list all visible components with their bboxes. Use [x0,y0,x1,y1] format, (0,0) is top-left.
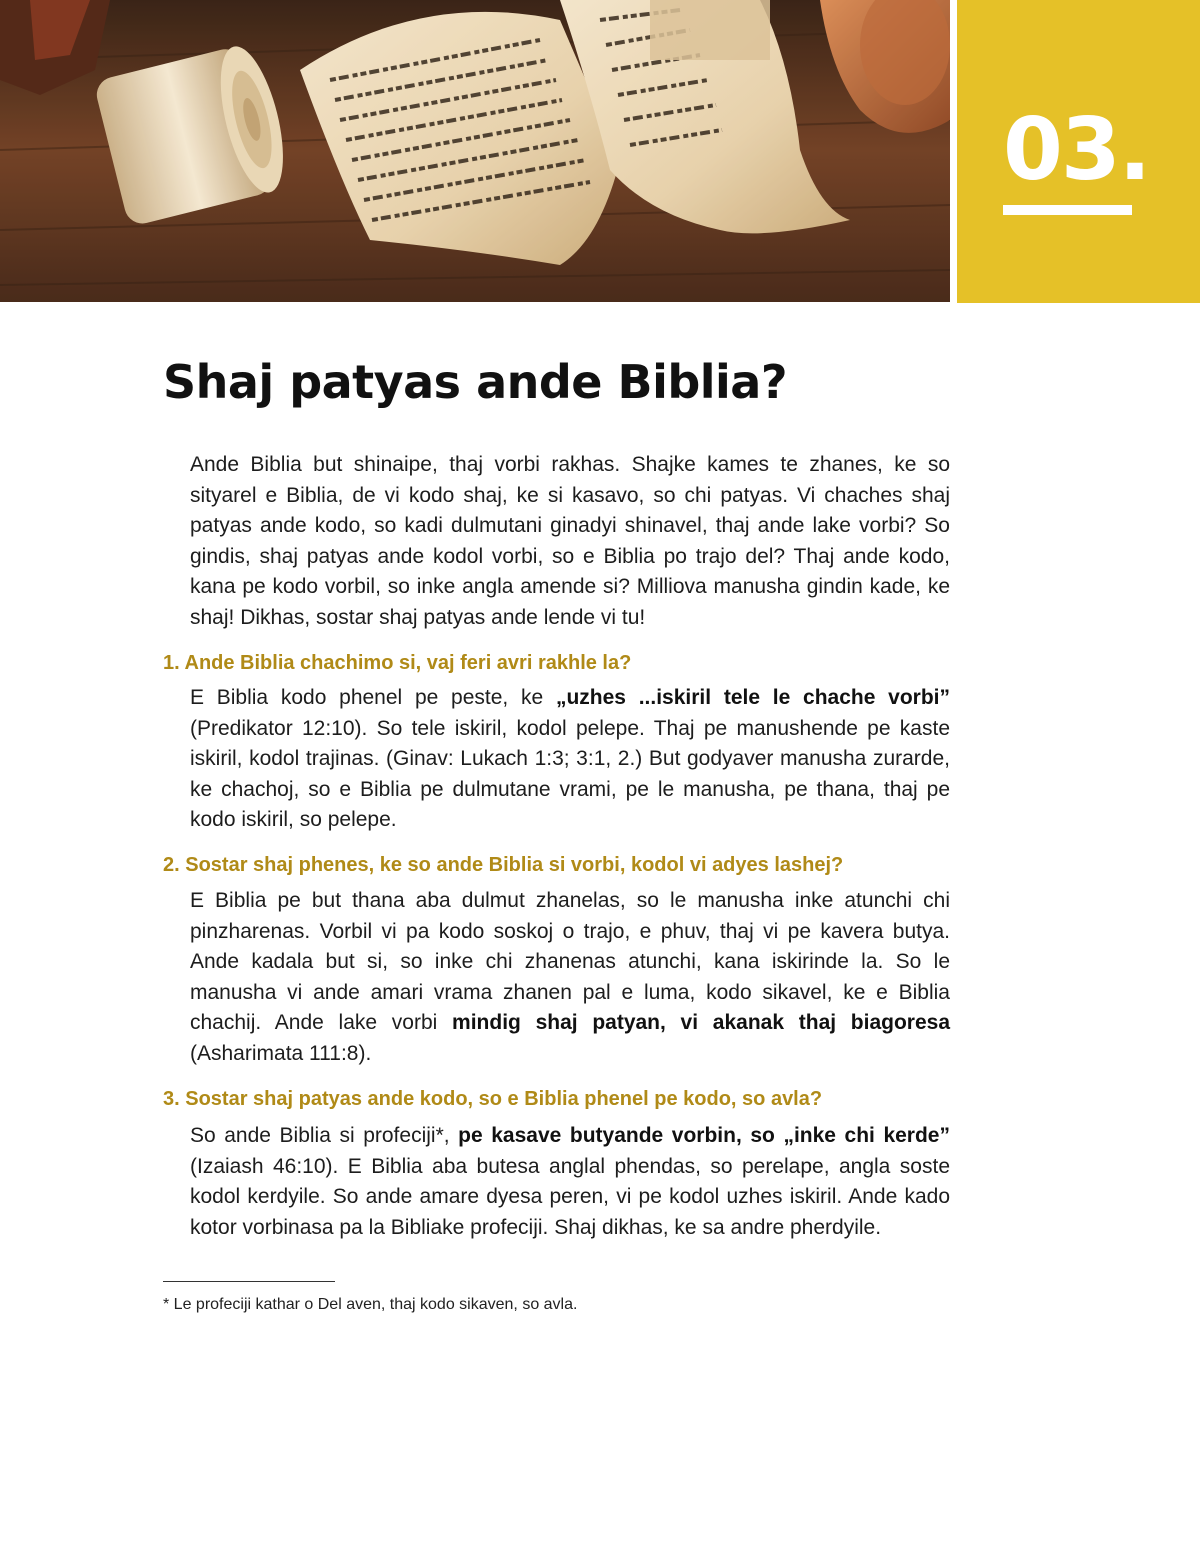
answer-2-text: E Biblia pe but thana aba dulmut zhanelas, so le manusha inke atunchi chi pinzharenas. Vorbil vi pa kodo soskoj o trajo, e phuv, thaj vi pe kavera butya. Ande kadala but si, so inke chi zhanenas atunchi, kana iskirinde la. So le manusha vi ande amari vrama zhanen pal e luma, kodo sikavel, ke e Biblia chachij. Ande lake vorbi [190,889,950,1035]
answer-3-text-end: (Izaiash 46:10). E Biblia aba butesa anglal phendas, so perelape, angla soste kodol kerdyile. So ande amare dyesa peren, vi pe kodol uzhes iskiril. Ande kado kotor vorbinasa pa la Bibliake profeciji. Shaj dikhas, ke sa andre pherdyile. [190,1154,950,1239]
scrolls-illustration [0,0,950,302]
chapter-underline [1003,205,1132,215]
chapter-number: 03. [1003,100,1150,200]
question-2: 2. Sostar shaj phenes, ke so ande Biblia si vorbi, kodol vi adyes lashej? [163,854,844,876]
footnote-divider [163,1281,335,1282]
answer-1-text: E Biblia kodo phenel pe peste, ke [190,686,556,709]
answer-3 [190,1121,950,1243]
question-1: 1. Ande Biblia chachimo si, vaj feri avri rakhle la? [163,652,632,674]
question-3: 3. Sostar shaj patyas ande kodo, so e Biblia phenel pe kodo, so avla? [163,1088,823,1110]
answer-1-emphasis: „uzhes ...iskiril tele le chache vorbi” [555,686,950,709]
header-photo-scrolls [0,0,950,302]
page-title: Shaj patyas ande Biblia? [163,355,788,409]
answer-2 [190,886,950,1070]
answer-3-emphasis: pe kasave butyande vorbin, so „inke chi kerde” [458,1124,950,1147]
footnote: * Le profeciji kathar o Del aven, thaj kodo sikaven, so avla. [163,1296,578,1313]
answer-3-text: So ande Biblia si profeciji*, [190,1124,459,1147]
intro-paragraph: Ande Biblia but shinaipe, thaj vorbi rakhas. Shajke kames te zhanes, ke so sityarel e Biblia, de vi kodo shaj, ke si kasavo, so chi patyas. Vi chaches shaj patyas ande kodo, so kadi dulmutani ginadyi shinavel, thaj ande lake vorbi? So gindis, shaj patyas ande kodol vorbi, so e Biblia po trajo del? Thaj ande kodo, kana pe kodo vorbil, so inke angla amende si? Milliova manusha gindin kade, ke shaj! Dikhas, sostar shaj patyas ande lende vi tu! [190,453,950,629]
answer-2-text-end: (Asharimata 111:8). [190,1041,372,1065]
answer-1 [190,683,950,836]
answer-2-emphasis: mindig shaj patyan, vi akanak thaj biagoresa [452,1011,951,1035]
answer-1-text-end: (Predikator 12:10). So tele iskiril, kodol pelepe. Thaj pe manushende pe kaste iskiril, kodol trajinas. (Ginav: Lukach 1:3; 3:1, 2.) But godyaver manusha zurarde, ke chachoj, so e Biblia pe dulmutane vrami, pe le manusha, pe thana, thaj pe kodo iskiril, so pelepe. [190,716,950,832]
